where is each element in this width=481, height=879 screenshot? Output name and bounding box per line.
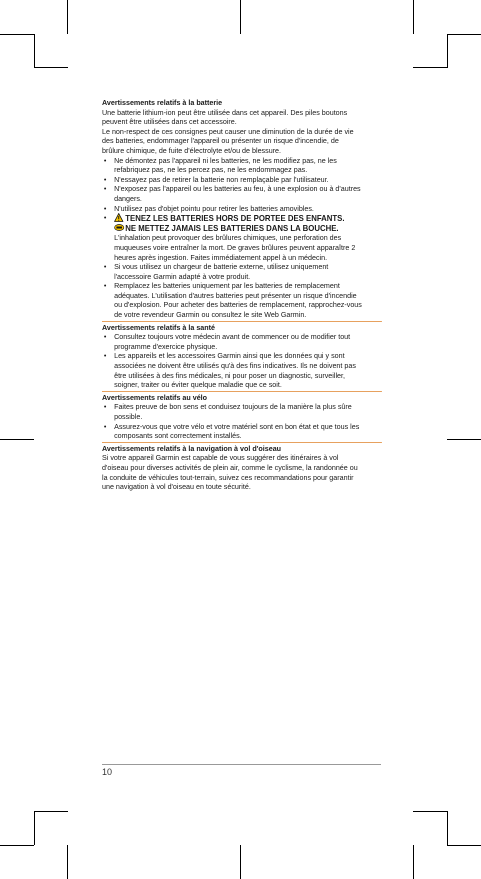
section-title-health: Avertissements relatifs à la santé <box>102 322 215 332</box>
crop-mark <box>240 845 241 879</box>
crop-mark <box>34 34 35 68</box>
crop-mark <box>0 34 34 35</box>
list-item: • N'exposez pas l'appareil ou les batteries au feu, à une explosion ou à d'autres dangers. <box>102 184 362 203</box>
warning-children-text: TENEZ LES BATTERIES HORS DE PORTEE DES ENFANTS. <box>125 213 345 224</box>
section-divider <box>102 321 382 322</box>
crop-mark <box>413 811 447 812</box>
list-item: • Remplacez les batteries uniquement par les batteries de remplacement adéquates. L'utilisation d'autres batteries peut présenter un risque d'incendie ou d'explosion. Pour acheter des batteries de remplacement, rapprochez-vous de votre revendeur Garmin ou consultez le site Web Garmin. <box>102 281 362 319</box>
warning-children <box>114 213 344 223</box>
page-content <box>102 98 362 492</box>
list-item: • Si vous utilisez un chargeur de batterie externe, utilisez uniquement l'accessoire Garmin adapté à votre produit. <box>102 262 362 281</box>
list-item-warning <box>102 213 362 262</box>
bike-list <box>102 402 362 440</box>
battery-list <box>102 156 362 320</box>
section-divider <box>102 391 382 392</box>
list-item: • Consultez toujours votre médecin avant de commencer ou de modifier tout programme d'exercice physique. <box>102 332 362 351</box>
crop-mark <box>447 845 481 846</box>
navigation-text: Si votre appareil Garmin est capable de vous suggérer des itinéraires à vol d'oiseau pour diverses activités de plein air, comme le cyclisme, la randonnée ou la conduite de véhicules tout-terrain, suivez ces recommandations pour garantir une navigation à vol d'oiseau en toute sécurité. <box>102 453 358 492</box>
crop-mark <box>447 34 481 35</box>
list-item: • N'utilisez pas d'objet pointu pour retirer les batteries amovibles. <box>102 204 362 214</box>
section-divider <box>102 442 382 443</box>
section-title-battery: Avertissements relatifs à la batterie <box>102 98 223 107</box>
crop-mark <box>447 34 448 68</box>
battery-consequences: Le non-respect de ces consignes peut causer une diminution de la durée de vie des batteries, endommager l'appareil ou présenter un risque d'incendie, de brûlure chimique, de fuite d'électrolyte et/ou de blessure. <box>102 126 354 155</box>
section-title-bike: Avertissements relatifs au vélo <box>102 392 208 402</box>
crop-mark <box>34 811 35 845</box>
battery-intro: Une batterie lithium-ion peut être utilisée dans cet appareil. Des piles boutons peuvent être utilisées dans cet accessoire. <box>102 107 348 127</box>
list-item: • Assurez-vous que votre vélo et votre matériel sont en bon état et que tous les composants sont correctement installés. <box>102 422 362 441</box>
warning-swallow: NE METTEZ JAMAIS LES BATTERIES DANS LA BOUCHE. <box>125 222 339 233</box>
page-number: 10 <box>102 767 113 777</box>
list-item: • Les appareils et les accessoires Garmin ainsi que les données qui y sont associées ne doivent être utilisés qu'à des fins indicatives. Ils ne doivent pas être utilisées à des fins médicales, ni pour poser un diagnostic, surveiller, soigner, traiter ou éviter quelque maladie que ce soit. <box>102 351 362 389</box>
crop-mark <box>447 811 448 845</box>
crop-mark <box>0 845 34 846</box>
crop-mark <box>447 439 481 440</box>
crop-mark <box>34 811 68 812</box>
list-item: • Ne démontez pas l'appareil ni les batteries, ne les modifiez pas, ne les refabriquez pas, ne les percez pas, ne les endommagez pas. <box>102 156 362 175</box>
crop-mark <box>67 845 68 879</box>
crop-mark <box>413 845 414 879</box>
list-item: • N'essayez pas de retirer la batterie non remplaçable par l'utilisateur. <box>102 175 362 185</box>
section-title-navigation: Avertissements relatifs à la navigation à vol d'oiseau <box>102 443 282 453</box>
coin-battery-icon <box>114 224 124 231</box>
health-list <box>102 332 362 390</box>
list-item: • Faites preuve de bon sens et conduisez toujours de la manière la plus sûre possible. <box>102 402 362 421</box>
footer-rule <box>102 764 381 765</box>
crop-mark <box>240 0 241 34</box>
crop-mark <box>67 0 68 34</box>
warning-triangle-icon <box>114 213 123 222</box>
crop-mark <box>413 67 447 68</box>
crop-mark <box>413 0 414 34</box>
crop-mark <box>34 67 68 68</box>
swallow-text: L'inhalation peut provoquer des brûlures chimiques, une perforation des muqueuses voire entraîner la mort. De graves brûlures peuvent apparaître 2 heures après ingestion. Faites immédiatement appel à un médecin. <box>114 233 356 262</box>
crop-mark <box>0 439 34 440</box>
